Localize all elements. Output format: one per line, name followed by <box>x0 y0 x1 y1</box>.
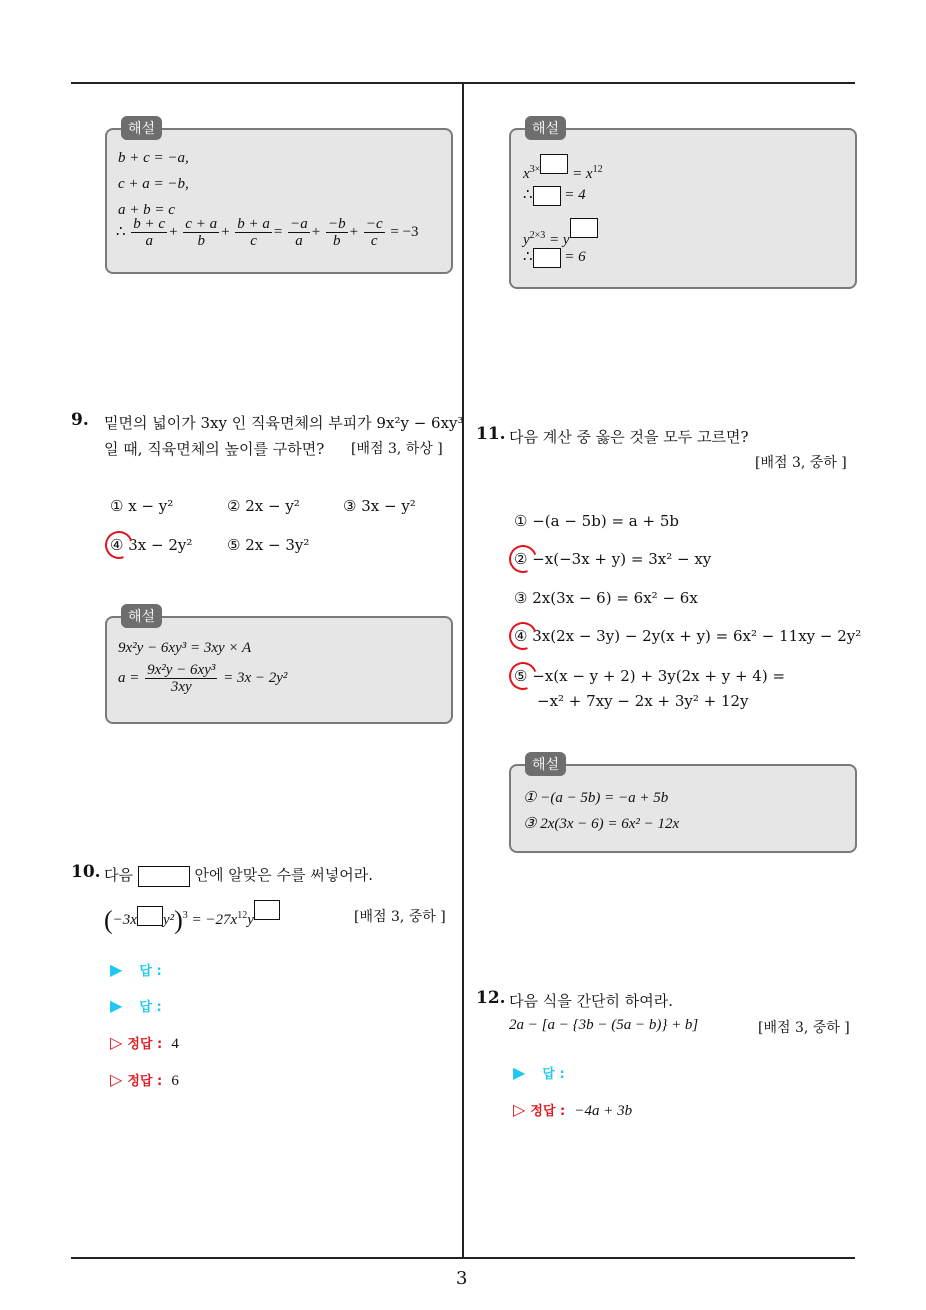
q9-choice-5[interactable]: ⑤ 2x − 3y² <box>227 536 310 554</box>
fraction: $\frac{c + a}{b}$ <box>185 216 218 249</box>
answer-line-2: ▶ 답 : <box>110 996 162 1015</box>
sol9-line2: a = $\frac{\text{9x²y − 6xy³}}{3xy}$ = 3x − 2y² <box>118 662 288 695</box>
correct-answer-q12: ▷ 정답 : −4a + 3b <box>513 1100 633 1119</box>
answer-mark-circle <box>100 526 137 563</box>
fraction: $\frac{b + a}{c}$ <box>237 216 270 249</box>
answer-mark-circle <box>504 540 541 577</box>
question-10-meta: [배점 3, 중하 ] <box>354 909 446 925</box>
explanation-tag: 해설 <box>121 116 162 140</box>
answer-line-q12: ▶ 답 : <box>513 1063 565 1082</box>
q9-choice-3[interactable]: ③ 3x − y² <box>343 497 416 515</box>
explanation-tag: 해설 <box>525 752 566 776</box>
q11-choice-5[interactable]: ⑤ −x(x − y + 2) + 3y(2x + y + 4) = <box>514 667 786 685</box>
q11-choice-4[interactable]: ④ 3x(2x − 3y) − 2y(x + y) = 6x² − 11xy − 2y² <box>514 627 862 645</box>
fraction: $\frac{-c}{c}$ <box>365 216 383 249</box>
q11-choice-1[interactable]: ① −(a − 5b) = a + 5b <box>514 512 679 530</box>
sol9-line1: 9x²y − 6xy³ = 3xy × A <box>118 640 252 656</box>
question-11-meta: [배점 3, 중하 ] <box>755 455 847 471</box>
therefore-symbol: ∴ <box>116 223 126 240</box>
bottom-rule <box>71 1257 855 1259</box>
sol10-line4: ∴ = 6 <box>523 247 586 268</box>
question-10-expression: (−3x $y^2)^3 = -27x^{12}y$ <box>104 900 280 936</box>
answer-blank <box>533 186 561 206</box>
page-number: 3 <box>456 1268 468 1289</box>
sol8-line1: b + c = −a, <box>118 150 189 166</box>
answer-blank[interactable] <box>137 906 163 926</box>
column-divider <box>462 84 464 1258</box>
sol10-line2: ∴ = 4 <box>523 185 586 206</box>
sol8-line3: a + b = c <box>118 202 175 218</box>
question-9-text-line2: 일 때, 직육면체의 높이를 구하면? <box>104 440 325 458</box>
play-outline-icon: ▷ <box>110 1033 123 1052</box>
answer-line-1: ▶ 답 : <box>110 960 162 979</box>
answer-blank[interactable] <box>254 900 280 920</box>
question-11-number: 11. <box>476 424 506 444</box>
play-icon: ▶ <box>110 996 123 1015</box>
question-12-text: 다음 식을 간단히 하여라. <box>509 992 673 1010</box>
solution-box-q10 <box>509 121 857 289</box>
q11-choice-5-continuation: −x² + 7xy − 2x + 3y² + 12y <box>537 692 749 710</box>
sol8-result: = −3 <box>390 223 419 240</box>
fraction: $\frac{\text{9x²y − 6xy³}}{3xy}$ <box>147 662 216 695</box>
play-icon: ▶ <box>513 1063 526 1082</box>
fraction: $\frac{-b}{b}$ <box>327 216 346 249</box>
solution-box-q8 <box>105 121 453 274</box>
sol11-line2: ③ 2x(3x − 6) = 6x² − 12x <box>523 816 680 832</box>
question-12-expression: 2a − [a − {3b − (5a − b)} + b] <box>509 1017 699 1033</box>
answer-blank <box>570 218 598 238</box>
fraction: $\frac{-a}{a}$ <box>290 216 308 249</box>
play-outline-icon: ▷ <box>110 1070 123 1089</box>
q9-choice-1[interactable]: ① x − y² <box>110 497 174 515</box>
solution-box-q9 <box>105 609 453 724</box>
answer-mark-circle <box>504 617 541 654</box>
play-outline-icon: ▷ <box>513 1100 526 1119</box>
answer-blank <box>533 248 561 268</box>
q9-choice-4[interactable]: ④ 3x − 2y² <box>110 536 193 554</box>
q9-choice-2[interactable]: ② 2x − y² <box>227 497 300 515</box>
play-icon: ▶ <box>110 960 123 979</box>
sol8-line2: c + a = −b, <box>118 176 189 192</box>
question-12-meta: [배점 3, 중하 ] <box>758 1020 850 1036</box>
question-10-number: 10. <box>71 862 101 882</box>
answer-blank <box>540 154 568 174</box>
correct-answer-2: ▷ 정답 : 6 <box>110 1070 179 1089</box>
q11-choice-3[interactable]: ③ 2x(3x − 6) = 6x² − 6x <box>514 589 698 607</box>
question-9-text-line1: 밑면의 넓이가 3xy 인 직육면체의 부피가 9x²y − 6xy³ <box>104 414 464 432</box>
question-9-number: 9. <box>71 410 89 430</box>
question-11-text: 다음 계산 중 옳은 것을 모두 고르면? <box>509 428 749 446</box>
answer-mark-circle <box>504 657 541 694</box>
sol10-line1: $x^{3\times} = x^{12}$ <box>523 154 603 183</box>
question-9-meta: [배점 3, 하상 ] <box>351 441 443 457</box>
q11-choice-2[interactable]: ② −x(−3x + y) = 3x² − xy <box>514 550 712 568</box>
correct-answer-1: ▷ 정답 : 4 <box>110 1033 179 1052</box>
sol11-line1: ① −(a − 5b) = −a + 5b <box>523 790 669 806</box>
answer-blank[interactable] <box>138 866 190 887</box>
sol10-line3: $y^{2\times 3} = y$ <box>523 218 598 249</box>
question-10-text: 다음 안에 알맞은 수를 써넣어라. <box>104 864 373 887</box>
explanation-tag: 해설 <box>525 116 566 140</box>
sol8-line4: ∴ $\frac{b + c}{a}$ + $\frac{c + a}{b}$ + $\frac{b + a}{c}$ = $\frac{-a}{a}$ + $\frac{-b}{b}$ + $\frac{-c}{c}$ = −3 <box>116 216 419 249</box>
question-12-number: 12. <box>476 988 506 1008</box>
solution-box-q11 <box>509 757 857 853</box>
fraction: $\frac{b + c}{a}$ <box>133 216 166 249</box>
explanation-tag: 해설 <box>121 604 162 628</box>
